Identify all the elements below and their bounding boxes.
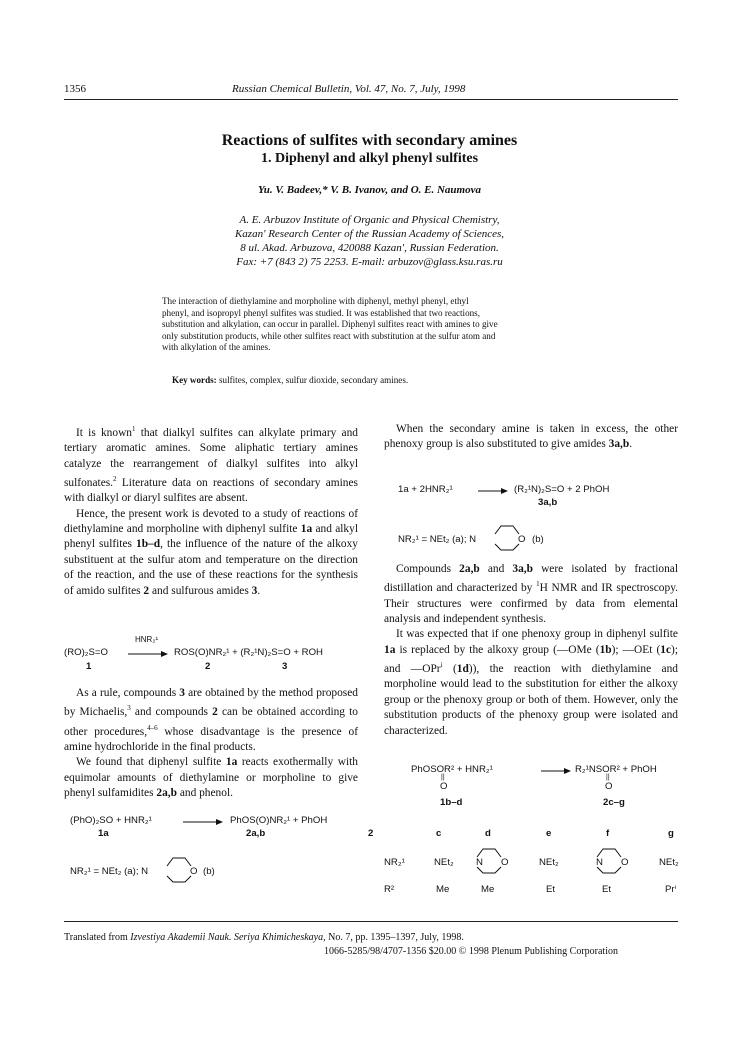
abstract-line: substitution and alkylation, can occur in parallel. Diphenyl sulfites react with amines to give <box>162 319 498 330</box>
text: Literature data on reactions of secondary amines with dialkyl or diaryl sulfites are absent. <box>64 476 358 505</box>
scheme-lhs: (PhO)₂SO + HNR₂¹ <box>70 815 152 826</box>
text: and <box>479 563 513 575</box>
translation-note <box>64 932 464 943</box>
compound-ref: 2a,b <box>156 787 177 800</box>
sulfinyl-oxygen: O <box>440 781 448 792</box>
text: . <box>257 584 261 597</box>
text: were isolated by fractional distillation and characterized by <box>384 563 678 595</box>
table-head-cell: d <box>485 828 491 839</box>
compound-ref: 3 <box>251 584 258 597</box>
substituent-table <box>368 826 688 898</box>
table-cell: Me <box>436 884 450 895</box>
scheme-reactant: (RO)₂S=O <box>64 647 108 658</box>
compound-ref: 2 <box>212 706 218 719</box>
affiliation-line: Kazan' Research Center of the Russian Academy of Sciences, <box>234 228 505 240</box>
header-rule <box>64 99 678 100</box>
scheme-rhs: PhOS(O)NR₂¹ + PhOH <box>230 815 328 826</box>
text: )), the reaction with diethylamine and morpholine would lead to the substitution for either the alkoxy group or the phenoxy group or both of them. However, only the substitution products of the phenoxy group were isolated and characterized. <box>384 663 678 737</box>
ref: 1 <box>132 425 136 433</box>
sulfinyl-oxygen: O <box>605 781 613 792</box>
ref: i <box>440 661 443 670</box>
table-cell: Et <box>546 884 556 895</box>
scheme-rhs: (R₂¹N)₂S=O + 2 PhOH <box>514 484 610 495</box>
page-number: 1356 <box>64 83 86 95</box>
table-cell: NEt₂ <box>659 857 679 868</box>
compound-label: 1 <box>86 661 92 672</box>
table-cell: Et <box>602 884 612 895</box>
ref: 4–6 <box>147 723 158 732</box>
text: H NMR and IR spectroscopy. Their structures were confirmed by data from elemental analysis and independent synthesis. <box>384 582 679 626</box>
scheme-4 <box>411 764 678 810</box>
keywords-label: Key words: <box>172 375 217 385</box>
text: As a rule, compounds <box>76 687 180 699</box>
scheme-1 <box>64 637 360 671</box>
text: It is known <box>76 426 132 439</box>
article-title: Reactions of sulfites with secondary amines <box>221 132 518 149</box>
text: whose disadvantage is the presence of amine hydrochloride in the final products. <box>64 725 358 753</box>
table-head-cell: c <box>436 828 442 839</box>
table-cell: N <box>596 857 603 868</box>
scheme-definition: NR₂¹ = NEt₂ (a); N <box>70 866 149 877</box>
ring-oxygen: O <box>501 857 509 868</box>
ring-oxygen: O <box>621 857 629 868</box>
compound-ref: 3a,b <box>608 438 630 451</box>
text: can be obtained according to other procedures, <box>64 706 358 738</box>
text: and sulfurous amides <box>149 584 252 597</box>
compound-label: 2c–g <box>603 797 625 808</box>
abstract-line: phenyl, and isopropyl phenyl sulfites was studied. It was established that two reactions, <box>162 307 480 318</box>
table-head-compound: 2 <box>368 828 374 839</box>
scheme-definition-tag: (b) <box>532 534 544 545</box>
affiliation-line: A. E. Arbuzov Institute of Organic and Physical Chemistry, <box>239 214 500 226</box>
compound-ref: 1d <box>456 663 469 676</box>
text: Compounds <box>396 563 460 575</box>
table-head-cell: f <box>606 828 610 839</box>
text: Translated from <box>64 932 131 943</box>
scheme-definition-tag: (b) <box>203 866 215 877</box>
text: . <box>629 438 633 451</box>
table-cell: NEt₂ <box>434 857 454 868</box>
left-paragraph-2 <box>64 686 358 801</box>
compound-label: 3a,b <box>538 497 558 508</box>
compound-ref: 1b–d <box>136 538 161 551</box>
ref: 2 <box>113 475 117 484</box>
table-head-cell: g <box>668 828 674 839</box>
abstract-line: The interaction of diethylamine and morpholine with diphenyl, methyl phenyl, ethyl <box>162 296 469 306</box>
table-row-label: R² <box>384 884 395 895</box>
compound-ref: 3 <box>179 687 185 699</box>
arrow-icon <box>478 487 508 495</box>
table-cell: N <box>476 857 483 868</box>
compound-ref: 3a,b <box>512 563 533 575</box>
double-bond-mark: || <box>441 774 445 781</box>
article-subtitle: 1. Diphenyl and alkyl phenyl sulfites <box>260 151 479 166</box>
affiliation-line: 8 ul. Akad. Arbuzova, 420088 Kazan', Russian Federation. <box>240 242 499 254</box>
left-paragraph-1 <box>64 422 358 599</box>
authors: Yu. V. Badeev,* V. B. Ivanov, and O. E. Naumova <box>258 184 481 196</box>
text: We found that diphenyl sulfite <box>76 756 226 769</box>
arrow-icon <box>128 650 168 658</box>
scheme-definition: NR₂¹ = NEt₂ (a); N <box>398 534 477 545</box>
ring-oxygen: O <box>190 866 198 877</box>
compound-ref: 1b <box>599 643 612 656</box>
text: Hence, the present work is devoted to a study of reactions of diethylamine and morpholine with diphenyl sulfite <box>64 507 358 536</box>
compound-ref: 2 <box>143 584 150 597</box>
text: reacts exothermally with equimolar amounts of diethylamine or morpholine to give phenyl sulfamidites <box>64 756 358 800</box>
table-cell: Me <box>481 884 495 895</box>
text: ( <box>442 663 457 676</box>
table-head-cell: e <box>546 828 552 839</box>
abstract-line: with alkylation of the amines. <box>162 342 271 353</box>
ring-oxygen: O <box>518 534 526 545</box>
arrow-icon <box>183 818 223 826</box>
text: When the secondary amine is taken in excess, the other phenoxy group is also substituted to give amides <box>384 423 678 451</box>
text: , the influence of the nature of the alkoxy substituent at the sulfur atom and temperature on the direction of the reaction, and the use of these reactions for the synthesis of amido sulfites <box>64 538 358 597</box>
source-journal: Izvestiya Akademii Nauk. Seriya Khimicheskaya, <box>130 932 326 943</box>
text: ); —OEt ( <box>611 643 661 656</box>
double-bond-mark: || <box>606 774 610 781</box>
abstract <box>162 296 594 354</box>
footer-rule <box>64 921 678 922</box>
abstract-line: only substitution products, while other sulfites react with substitution at the sulfur atom and <box>162 330 496 341</box>
compound-ref: 1a <box>225 756 238 769</box>
compound-label: 2 <box>205 661 211 672</box>
compound-label: 2a,b <box>246 828 266 839</box>
scheme-rhs: R₂¹NSOR² + PhOH <box>575 764 657 775</box>
keywords <box>172 375 408 385</box>
text: No. 7, pp. 1395–1397, July, 1998. <box>325 932 464 943</box>
right-paragraph-2 <box>384 562 678 739</box>
compound-label: 1a <box>98 828 109 839</box>
scheme-lhs: PhOSOR² + HNR₂¹ <box>411 764 493 775</box>
scheme-reagent: HNR₂¹ <box>135 635 159 644</box>
running-header: Russian Chemical Bulletin, Vol. 47, No. 7, July, 1998 <box>232 83 466 95</box>
text: is replaced by the alkoxy group (—OMe ( <box>395 643 600 656</box>
text: It was expected that if one phenoxy group in diphenyl sulfite <box>396 628 678 641</box>
ref: 3 <box>127 704 131 713</box>
keywords-text: sulfites, complex, sulfur dioxide, secondary amines. <box>219 375 409 385</box>
compound-ref: 1a <box>384 643 396 656</box>
ref: 1 <box>536 580 540 589</box>
compound-ref: 1a <box>300 523 313 536</box>
table-cell: NEt₂ <box>539 857 559 868</box>
text: that dialkyl sulfites can alkylate primary and tertiary aromatic amines. Some aliphatic tertiary amines catalyze the rearrangement of dialkyl sulfites into alkyl sulfonates. <box>64 426 358 489</box>
table-cell: Prⁱ <box>665 884 677 895</box>
arrow-icon <box>541 767 571 775</box>
compound-label: 1b–d <box>440 797 463 808</box>
affiliation-line: Fax: +7 (843 2) 75 2253. E-mail: arbuzov@glass.ksu.ras.ru <box>236 256 503 268</box>
compound-label: 3 <box>282 661 288 672</box>
text: and phenol. <box>176 787 233 800</box>
text: are obtained by the method proposed by Michaelis, <box>64 687 358 719</box>
scheme-products: ROS(O)NR₂¹ + (R₂¹N)₂S=O + ROH <box>174 647 323 658</box>
scheme-3 <box>398 484 678 564</box>
text: ); and —OPr <box>384 643 678 676</box>
text: and compounds <box>130 706 213 719</box>
scheme-2 <box>70 815 360 885</box>
compound-ref: 1c <box>660 643 672 656</box>
copyright-line: 1066-5285/98/4707-1356 $20.00 © 1998 Plenum Publishing Corporation <box>324 946 618 957</box>
text: and alkyl phenyl sulfites <box>64 523 358 551</box>
table-row-label: NR₂¹ <box>384 857 405 868</box>
affiliation <box>0 213 739 269</box>
scheme-lhs: 1a + 2HNR₂¹ <box>398 484 453 495</box>
compound-ref: 2a,b <box>459 563 480 575</box>
right-paragraph-1 <box>384 422 678 453</box>
